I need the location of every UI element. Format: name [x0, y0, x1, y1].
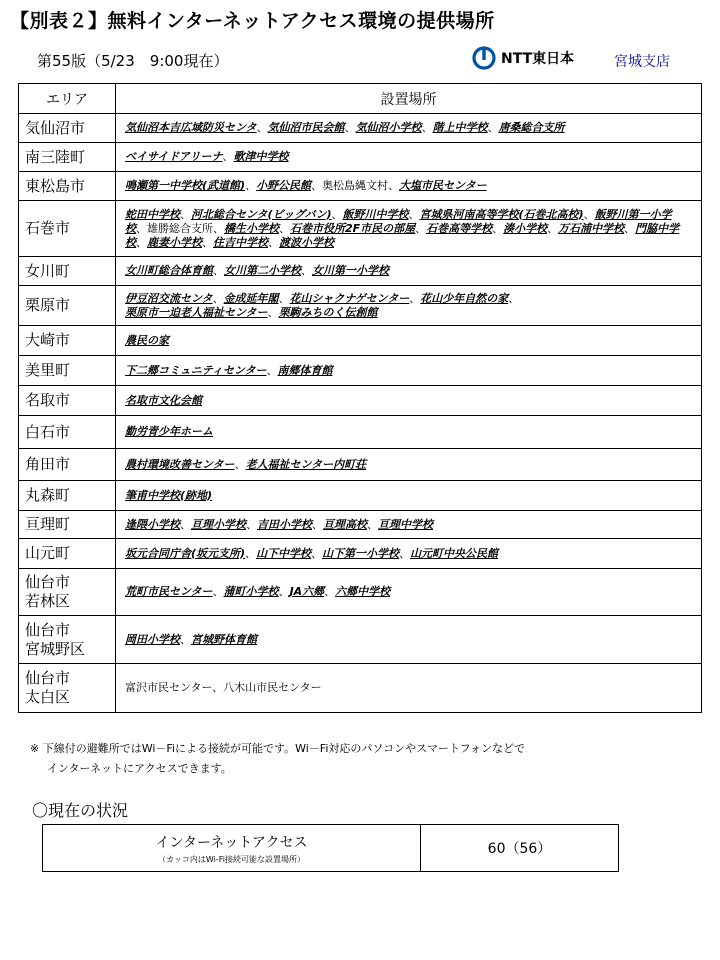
table-row	[19, 386, 702, 416]
places-cell	[116, 201, 702, 257]
wifi-location: 金成延年閣	[223, 291, 279, 305]
wifi-location: 飯野川第一小学校	[125, 207, 672, 235]
area-name: 仙台市	[25, 669, 71, 687]
area-cell	[19, 416, 116, 449]
table-row	[19, 257, 702, 286]
area-column-header: エリア	[19, 84, 116, 114]
table-row	[19, 356, 702, 386]
table-row	[19, 416, 702, 449]
wifi-location: 鳴瀬第一中学校(武道館)	[125, 179, 246, 192]
area-name: 山元町	[25, 544, 71, 562]
wifi-location: 女川町総合体育館	[125, 264, 213, 277]
wifi-location: 万石浦中学校	[558, 221, 625, 235]
separator: 、	[136, 235, 147, 249]
separator: 、	[246, 517, 257, 531]
wifi-location: 湊小学校	[503, 221, 548, 235]
wifi-location: 気仙沼小学校	[355, 121, 422, 134]
separator: 、	[312, 517, 323, 531]
wifi-location: 栗原市一迫老人福祉センター	[125, 305, 268, 319]
wifi-location: 石巻高等学校	[426, 221, 493, 235]
area-cell	[19, 539, 116, 569]
wifi-location: 石巻市役所2F市民の部屋	[290, 221, 416, 235]
places-cell	[116, 569, 702, 616]
places-cell	[116, 481, 702, 511]
separator: 、	[344, 121, 356, 134]
separator: 、	[367, 517, 378, 531]
area-cell	[19, 257, 116, 286]
separator: 、	[421, 121, 433, 134]
separator: 、	[267, 305, 279, 319]
separator: 、	[213, 264, 224, 277]
wifi-location: 小野公民館	[256, 179, 312, 192]
status-value-cell	[421, 825, 619, 872]
area-name: 女川町	[25, 261, 71, 280]
wifi-location: 六郷中学校	[335, 585, 391, 598]
wifi-location: 橋生小学校	[224, 221, 279, 235]
separator: 、	[212, 291, 224, 305]
separator: 、	[180, 207, 191, 221]
places-cell	[116, 114, 702, 143]
wifi-location: 階上中学校	[432, 121, 488, 134]
area-name: 仙台市	[25, 620, 71, 639]
wifi-location: JA六郷	[289, 585, 325, 598]
wifi-location: 老人福祉センター内町荘	[245, 457, 367, 471]
table-row	[19, 616, 702, 664]
area-name: 名取市	[25, 391, 71, 409]
wifi-location: 渡波小学校	[279, 235, 334, 249]
separator: 、	[180, 632, 191, 646]
wifi-location: 女川第一小学校	[312, 264, 389, 277]
wifi-location: 山元町中央公民館	[410, 546, 499, 560]
separator: 、	[222, 150, 234, 163]
wifi-location: 農民の家	[125, 333, 169, 347]
area-name: 仙台市	[25, 573, 71, 591]
wifi-note	[30, 739, 525, 779]
area-name: 石巻市	[25, 219, 71, 237]
company-logo	[472, 46, 574, 70]
area-name: 若林区	[25, 592, 71, 610]
area-name: 気仙沼市	[25, 118, 86, 137]
wifi-location: 栗駒みちのく伝創館	[278, 305, 378, 319]
area-name: 宮城野区	[25, 639, 86, 658]
wifi-location: 伊豆沼交流センタ	[125, 291, 213, 305]
places-cell	[116, 511, 702, 539]
places-cell	[116, 616, 702, 664]
separator: 、	[331, 207, 343, 221]
table-row	[19, 326, 702, 356]
separator: 、	[212, 681, 224, 694]
separator: 、	[399, 546, 411, 560]
area-cell	[19, 616, 116, 664]
wifi-location: 河北総合センタ(ビッグバン)	[191, 207, 332, 221]
branch-name: 宮城支店	[614, 54, 670, 70]
wifi-location: 亘理小学校	[191, 517, 246, 531]
separator: 、	[583, 207, 595, 221]
separator: 、	[180, 517, 191, 531]
area-cell	[19, 569, 116, 616]
table-row	[19, 481, 702, 511]
table-row	[19, 201, 702, 257]
places-cell	[116, 286, 702, 326]
edition-label: 第55版（5/23 9:00現在）	[37, 52, 229, 70]
places-cell	[116, 356, 702, 386]
separator: 、	[245, 179, 257, 192]
area-name: 亘理町	[25, 515, 71, 533]
area-cell	[19, 511, 116, 539]
wifi-location: 岡田小学校	[125, 632, 180, 646]
wifi-location: 山下中学校	[256, 546, 312, 560]
wifi-location: 農村環境改善センター	[125, 457, 235, 471]
area-cell	[19, 114, 116, 143]
separator: 、	[508, 291, 520, 305]
wifi-location: 山下第一小学校	[322, 546, 400, 560]
places-cell	[116, 416, 702, 449]
wifi-location: 門脇中学校	[125, 221, 680, 249]
places-cell	[116, 539, 702, 569]
separator: 、	[301, 264, 312, 277]
separator: 、	[202, 235, 213, 249]
table-row	[19, 286, 702, 326]
separator: 、	[268, 235, 279, 249]
wifi-location: 亘理中学校	[378, 517, 433, 531]
wifi-location: 逢隈小学校	[125, 517, 180, 531]
table-row	[19, 664, 702, 713]
location: 奥松島縄文村	[322, 179, 389, 192]
places-cell	[116, 449, 702, 481]
status-heading: 〇現在の状況	[32, 801, 129, 820]
ntt-logo-icon	[472, 46, 496, 70]
separator: 、	[213, 221, 224, 235]
separator: 、	[279, 221, 290, 235]
wifi-location: 荒町市民センター	[125, 585, 213, 598]
table-row	[19, 143, 702, 172]
table-row	[19, 114, 702, 143]
area-cell	[19, 286, 116, 326]
wifi-location: 筆甫中学校(跡地)	[125, 488, 213, 502]
separator: 、	[256, 121, 268, 134]
places-cell	[116, 257, 702, 286]
company-name: NTT東日本	[501, 51, 575, 67]
table-row	[19, 569, 702, 616]
places-cell	[116, 386, 702, 416]
wifi-location: 花山少年自然の家	[420, 291, 509, 305]
locations-table	[18, 83, 702, 713]
area-cell	[19, 386, 116, 416]
location: 雄勝総合支所	[147, 221, 213, 235]
location: 八木山市民センター	[223, 681, 322, 694]
wifi-location: 吉田小学校	[257, 517, 312, 531]
wifi-location: 気仙沼市民会館	[267, 121, 345, 134]
area-cell	[19, 356, 116, 386]
area-name: 美里町	[25, 361, 71, 379]
table-row	[19, 511, 702, 539]
table-row	[19, 449, 702, 481]
separator: 、	[278, 585, 290, 598]
wifi-location: 蛇田中学校	[125, 207, 180, 221]
area-name: 太白区	[25, 688, 71, 706]
wifi-location: 歌津中学校	[233, 150, 289, 163]
wifi-location: 南郷体育館	[277, 363, 333, 377]
wifi-location: 名取市文化会館	[125, 393, 202, 407]
status-table	[42, 824, 619, 872]
separator: 、	[136, 221, 147, 235]
separator: 、	[311, 546, 323, 560]
wifi-location: 坂元合同庁舎(坂元支所)	[125, 546, 246, 560]
wifi-location: 飯野川中学校	[342, 207, 409, 221]
area-cell	[19, 481, 116, 511]
area-name: 大崎市	[25, 331, 71, 349]
places-cell	[116, 172, 702, 201]
wifi-location: 大塩市民センター	[399, 179, 487, 192]
separator: 、	[324, 585, 336, 598]
separator: 、	[492, 221, 504, 235]
wifi-location: 鹿妻小学校	[147, 235, 202, 249]
wifi-location: 勤労青少年ホーム	[125, 425, 213, 438]
status-sublabel: （カッコ内はWi-Fi接続可能な設置場所）	[157, 854, 305, 864]
table-row	[19, 539, 702, 569]
separator: 、	[278, 291, 290, 305]
note-line-1: ※ 下線付の避難所ではWi－Fiによる接続が可能です。Wi－Fi対応のパソコンやスマートフォンなどで	[30, 742, 526, 755]
separator: 、	[487, 121, 499, 134]
wifi-location: 蒲町小学校	[223, 585, 279, 598]
places-cell	[116, 143, 702, 172]
status-value: 60（56）	[487, 841, 552, 857]
wifi-location: 女川第二小学校	[224, 264, 301, 277]
area-name: 南三陸町	[25, 147, 86, 166]
note-line-2: インターネットにアクセスできます。	[47, 762, 232, 775]
places-column-header: 設置場所	[116, 84, 702, 114]
separator: 、	[409, 291, 421, 305]
area-cell	[19, 664, 116, 713]
area-cell	[19, 326, 116, 356]
separator: 、	[266, 363, 278, 377]
area-name: 東松島市	[25, 176, 86, 195]
places-cell	[116, 664, 702, 713]
area-name: 白石市	[25, 422, 71, 441]
status-label: インターネットアクセス	[155, 834, 308, 851]
table-row	[19, 172, 702, 201]
wifi-location: 下二郷コミュニティセンター	[125, 363, 267, 377]
separator: 、	[547, 221, 559, 235]
separator: 、	[388, 179, 400, 192]
wifi-location: ベイサイドアリーナ	[125, 150, 223, 163]
wifi-location: 宮城野体育館	[191, 632, 257, 646]
wifi-location: 唐桑総合支所	[498, 121, 565, 134]
separator: 、	[408, 207, 420, 221]
wifi-location: 花山シャクナゲセンター	[289, 291, 410, 305]
places-cell	[116, 326, 702, 356]
area-cell	[19, 172, 116, 201]
status-row	[43, 825, 619, 872]
separator: 、	[311, 179, 323, 192]
wifi-location: 宮城県河南高等学校(石巻北高校)	[419, 207, 584, 221]
wifi-location: 亘理高校	[323, 517, 367, 531]
separator: 、	[245, 546, 257, 560]
separator: 、	[212, 585, 224, 598]
area-name: 丸森町	[25, 486, 71, 504]
separator: 、	[415, 221, 427, 235]
wifi-location: 気仙沼本吉広域防災センタ	[125, 121, 257, 134]
table-header-row	[19, 84, 702, 114]
separator: 、	[234, 457, 246, 471]
document-title: 【別表２】無料インターネットアクセス環境の提供場所	[10, 10, 495, 32]
area-cell	[19, 449, 116, 481]
status-label-cell	[43, 825, 421, 872]
area-cell	[19, 201, 116, 257]
location: 富沢市民センター	[125, 681, 213, 694]
area-cell	[19, 143, 116, 172]
wifi-location: 住吉中学校	[213, 235, 268, 249]
area-name: 栗原市	[25, 296, 71, 314]
area-name: 角田市	[25, 455, 71, 473]
separator: 、	[624, 221, 636, 235]
